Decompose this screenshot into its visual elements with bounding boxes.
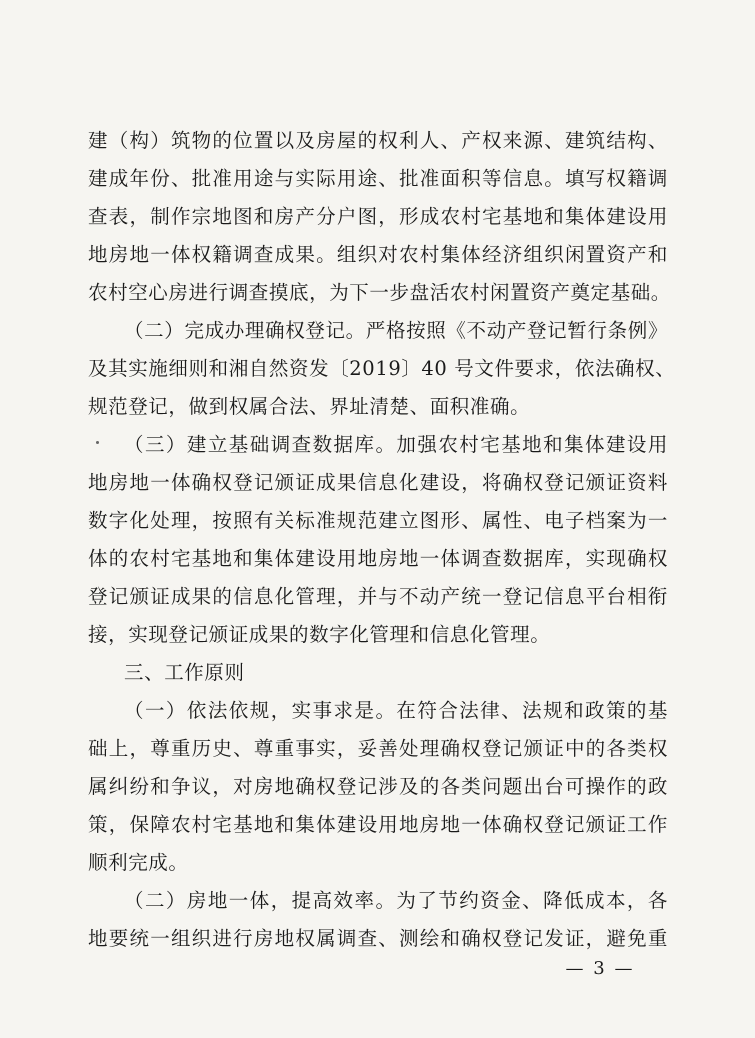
- text-line: 建成年份、批准用途与实际用途、批准面积等信息。填写权籍调: [88, 167, 668, 190]
- text-line: 规范登记，做到权属合法、界址清楚、面积准确。: [88, 395, 531, 418]
- text-line: 顺利完成。: [88, 851, 189, 874]
- section-heading: 三、工作原则: [124, 661, 245, 684]
- text-line: 属纠纷和争议，对房地确权登记涉及的各类问题出台可操作的政: [88, 775, 668, 798]
- text-line: 础上，尊重历史、尊重事实，妥善处理确权登记颁证中的各类权: [88, 737, 668, 760]
- text-line: 地房地一体确权登记颁证成果信息化建设，将确权登记颁证资料: [88, 471, 668, 494]
- text-line: 登记颁证成果的信息化管理，并与不动产统一登记信息平台相衔: [88, 585, 668, 608]
- text-line: 地要统一组织进行房地权属调查、测绘和确权登记发证，避免重: [88, 927, 668, 950]
- page-number: — 3 —: [565, 958, 635, 979]
- text-line: 查表，制作宗地图和房产分户图，形成农村宅基地和集体建设用: [88, 205, 668, 228]
- paragraph-heading-1: （一）依法依规，实事求是。在符合法律、法规和政策的基: [124, 699, 668, 722]
- scan-speck: [96, 441, 99, 444]
- text-line: 地房地一体权籍调查成果。组织对农村集体经济组织闲置资产和: [88, 243, 668, 266]
- text-line: 数字化处理，按照有关标准规范建立图形、属性、电子档案为一: [88, 509, 668, 532]
- text-line: 策，保障农村宅基地和集体建设用地房地一体确权登记颁证工作: [88, 813, 668, 836]
- text-line: 体的农村宅基地和集体建设用地房地一体调查数据库，实现确权: [88, 547, 668, 570]
- paragraph-heading-3: （三）建立基础调查数据库。加强农村宅基地和集体建设用: [124, 433, 668, 456]
- text-line: 建（构）筑物的位置以及房屋的权利人、产权来源、建筑结构、: [88, 129, 668, 152]
- text-line: 及其实施细则和湘自然资发〔2019〕40 号文件要求，依法确权、: [88, 357, 676, 380]
- paragraph-heading-2b: （二）房地一体，提高效率。为了节约资金、降低成本，各: [124, 889, 668, 912]
- paragraph-heading-2: （二）完成办理确权登记。严格按照《不动产登记暂行条例》: [124, 319, 668, 342]
- text-line: 农村空心房进行调查摸底，为下一步盘活农村闲置资产奠定基础。: [88, 281, 671, 304]
- text-line: 接，实现登记颁证成果的数字化管理和信息化管理。: [88, 623, 551, 646]
